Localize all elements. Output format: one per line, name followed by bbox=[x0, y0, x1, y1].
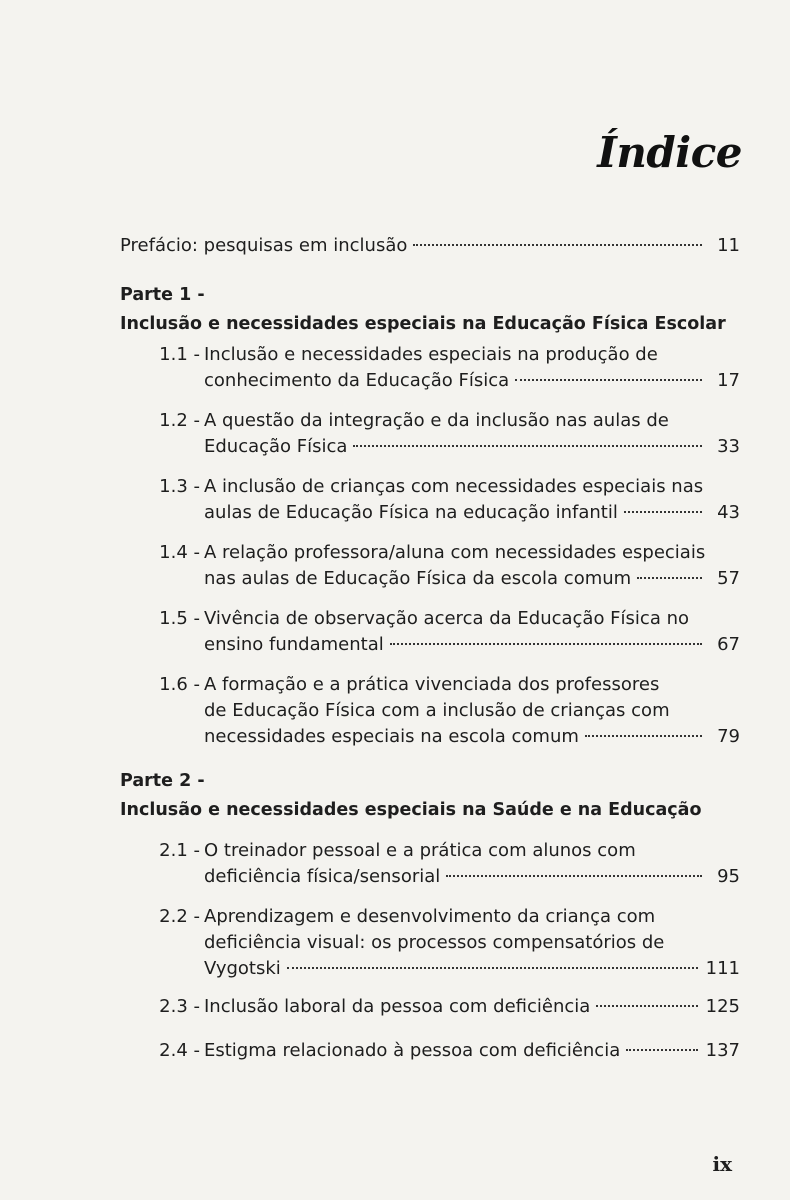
entry-title-line: ensino fundamental bbox=[204, 634, 384, 655]
page-number: 95 bbox=[717, 866, 740, 887]
leader-dots bbox=[353, 445, 702, 447]
leader-dots bbox=[624, 511, 702, 513]
entry-title-line: Vygotski bbox=[204, 958, 281, 979]
entry-title-line: deficiência visual: os processos compensatórios de bbox=[204, 932, 665, 953]
leader-dots bbox=[637, 577, 702, 579]
page-number: 57 bbox=[717, 568, 740, 589]
page-number: 17 bbox=[717, 370, 740, 391]
part-heading: Inclusão e necessidades especiais na Saúde e na Educação bbox=[120, 800, 702, 820]
page-number: 111 bbox=[705, 958, 740, 979]
entry-title-line: Educação Física bbox=[204, 436, 348, 457]
entry-number: 2.3 - bbox=[159, 996, 200, 1017]
entry-number: 1.2 - bbox=[159, 410, 200, 431]
entry-title-line: necessidades especiais na escola comum bbox=[204, 726, 579, 747]
leader-dots bbox=[446, 875, 702, 877]
page-number: 137 bbox=[705, 1040, 740, 1061]
entry-title-line: aulas de Educação Física na educação infantil bbox=[204, 502, 618, 523]
part-label: Parte 1 - bbox=[120, 285, 205, 305]
entry-title-line: A questão da integração e da inclusão nas aulas de bbox=[204, 410, 669, 431]
page-number: 125 bbox=[705, 996, 740, 1017]
leader-dots bbox=[515, 379, 702, 381]
entry-number: 1.4 - bbox=[159, 542, 200, 563]
entry-title-line: Estigma relacionado à pessoa com deficiência bbox=[204, 1040, 621, 1061]
entry-number: 2.4 - bbox=[159, 1040, 200, 1061]
page-folio: ix bbox=[712, 1152, 732, 1176]
entry-number: 1.5 - bbox=[159, 608, 200, 629]
leader-dots bbox=[626, 1049, 697, 1051]
part-label: Parte 2 - bbox=[120, 771, 205, 791]
entry-title-line: Inclusão e necessidades especiais na produção de bbox=[204, 344, 658, 365]
preface-entry bbox=[120, 233, 740, 259]
entry-title-line: conhecimento da Educação Física bbox=[204, 370, 510, 391]
leader-dots bbox=[585, 735, 702, 737]
preface-title: Prefácio: pesquisas em inclusão bbox=[120, 235, 408, 256]
entry-title-line: A inclusão de crianças com necessidades especiais nas bbox=[204, 476, 704, 497]
leader-dots bbox=[596, 1005, 697, 1007]
entry-title-line: A formação e a prática vivenciada dos professores bbox=[204, 674, 660, 695]
entry-title-line: Inclusão laboral da pessoa com deficiência bbox=[204, 996, 591, 1017]
entry-title-line: Aprendizagem e desenvolvimento da criança com bbox=[204, 906, 656, 927]
leader-dots bbox=[390, 643, 702, 645]
entry-title-line: A relação professora/aluna com necessidades especiais bbox=[204, 542, 706, 563]
entry-title-line: O treinador pessoal e a prática com alunos com bbox=[204, 840, 636, 861]
entry-number: 2.2 - bbox=[159, 906, 200, 927]
page-number: 11 bbox=[717, 235, 740, 256]
entry-number: 1.3 - bbox=[159, 476, 200, 497]
entry-title-line: deficiência física/sensorial bbox=[204, 866, 441, 887]
leader-dots bbox=[287, 967, 698, 969]
entry-number: 1.6 - bbox=[159, 674, 200, 695]
page-number: 67 bbox=[717, 634, 740, 655]
entry-title-line: de Educação Física com a inclusão de crianças com bbox=[204, 700, 670, 721]
page-title: Índice bbox=[597, 128, 742, 177]
entry-number: 2.1 - bbox=[159, 840, 200, 861]
page-number: 33 bbox=[717, 436, 740, 457]
page-number: 43 bbox=[717, 502, 740, 523]
entry-title-line: Vivência de observação acerca da Educação Física no bbox=[204, 608, 689, 629]
page-number: 79 bbox=[717, 726, 740, 747]
entry-title-line: nas aulas de Educação Física da escola comum bbox=[204, 568, 632, 589]
part-heading: Inclusão e necessidades especiais na Educação Física Escolar bbox=[120, 314, 726, 334]
entry-number: 1.1 - bbox=[159, 344, 200, 365]
leader-dots bbox=[413, 244, 702, 246]
